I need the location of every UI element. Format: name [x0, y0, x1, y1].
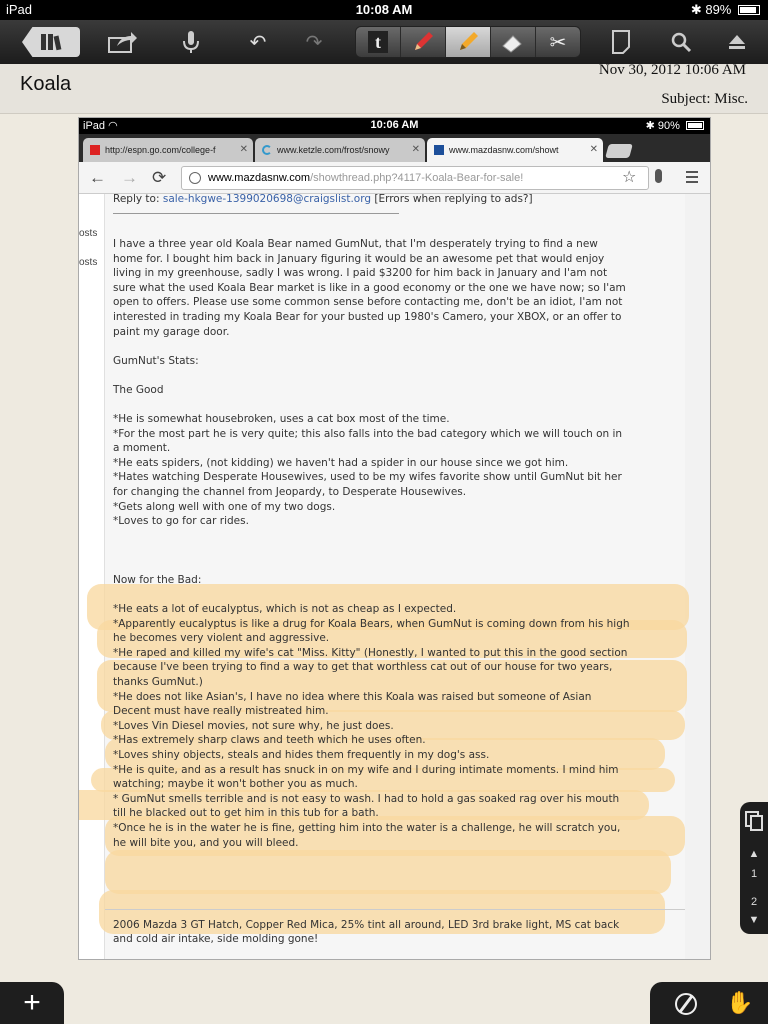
search-button[interactable] — [667, 27, 695, 57]
redo-icon: ↷ — [305, 31, 323, 54]
battery-icon — [738, 5, 760, 15]
books-icon — [38, 32, 64, 52]
close-tab-icon: ✕ — [589, 144, 598, 155]
good-list: *He is somewhat housebroken, uses a cat box most of the time. *For the most part he is very quite; this also falls into the bad category which we will touch on in a moment. *He eats spiders, (not kidding) we haven't had a spider in our house since we got him. *Hates watching Desperate Housewives, used to be my wifes favorite show until GumNut bit her for changing the channel from Jeopardy, to Desperate Housewives. *Gets along well with one of my two dogs. *Loves to go for car rides. — [113, 413, 623, 528]
inner-battery: ✱ 90% — [646, 119, 704, 132]
eject-icon — [728, 33, 746, 51]
scissors-tool-button[interactable] — [536, 27, 580, 57]
tab-ketzle[interactable]: www.ketzle.com/frost/snowy ✕ — [255, 138, 425, 162]
reply-errors-link[interactable]: [Errors when replying to ads?] — [374, 193, 533, 205]
note-header — [0, 64, 768, 114]
library-button[interactable] — [22, 27, 80, 57]
post-signature: 2006 Mazda 3 GT Hatch, Copper Red Mica, 25% tint all around, LED 3rd brake light, MS cat back and cold air intake, side molding gone! — [105, 909, 685, 946]
good-heading: The Good — [113, 384, 164, 396]
page-1-indicator[interactable]: 1 — [750, 868, 758, 880]
forum-page — [79, 194, 710, 960]
redo-button[interactable] — [300, 27, 328, 57]
highlight-stroke — [105, 850, 671, 894]
share-icon — [107, 30, 137, 54]
back-button[interactable]: ← — [89, 168, 106, 187]
new-tab-button[interactable] — [605, 144, 633, 158]
page-navigator — [740, 802, 768, 934]
microphone-button[interactable] — [178, 27, 204, 57]
posts-label: osts — [79, 228, 98, 239]
voice-search-icon[interactable] — [655, 169, 662, 183]
arrow-up-icon: ▲ — [748, 848, 760, 860]
previous-page-button[interactable] — [740, 848, 768, 860]
espn-favicon-icon — [90, 145, 100, 155]
browser-tab-strip — [79, 134, 710, 162]
close-tab-icon: ✕ — [239, 144, 248, 155]
forward-button[interactable]: → — [121, 168, 138, 187]
pen-tool-button[interactable] — [401, 27, 446, 57]
arrow-down-icon: ▼ — [748, 914, 760, 926]
globe-icon — [189, 172, 201, 184]
note-subject[interactable]: Subject: Misc. — [661, 91, 748, 107]
note-date: Nov 30, 2012 10:06 AM — [598, 62, 746, 78]
app-toolbar — [0, 20, 768, 64]
tool-selector — [355, 26, 581, 58]
tab-mazdasnw[interactable]: www.mazdasnw.com/showt ✕ — [427, 138, 603, 162]
divider — [113, 213, 399, 214]
note-title[interactable]: Koala — [20, 73, 72, 95]
input-mode-tools — [650, 982, 768, 1024]
embedded-screenshot[interactable] — [78, 117, 711, 960]
bluetooth-icon: ✱ — [645, 120, 655, 132]
browser-url-bar — [79, 162, 710, 194]
stylus-icon — [672, 990, 700, 1018]
stats-heading: GumNut's Stats: — [113, 355, 199, 367]
highlighter-icon — [456, 30, 480, 54]
scissors-icon: ✂ — [549, 31, 567, 54]
tab-espn[interactable]: http://espn.go.com/college-f ✕ — [83, 138, 253, 162]
text-tool-button[interactable] — [356, 27, 401, 57]
inner-clock: 10:06 AM — [370, 119, 419, 131]
posts-label: osts — [79, 257, 98, 268]
bluetooth-icon: ✱ — [690, 2, 702, 17]
mazdasnw-favicon-icon — [434, 145, 444, 155]
wifi-icon: ◠ — [108, 120, 118, 132]
inner-status-bar — [79, 118, 710, 134]
page-button[interactable] — [608, 27, 634, 57]
eject-button[interactable] — [724, 27, 750, 57]
undo-icon: ↶ — [249, 31, 267, 54]
loading-spinner-icon — [262, 145, 272, 155]
browser-menu-icon[interactable] — [686, 171, 698, 186]
device-status-bar — [0, 0, 768, 20]
text-tool-icon: t — [368, 31, 388, 53]
stylus-button[interactable] — [672, 990, 700, 1024]
reply-to-line: Reply to: sale-hkgwe-1399020698@craigslist.org [Errors when replying to ads?] — [113, 193, 533, 205]
hand-button[interactable] — [726, 990, 753, 1016]
eraser-icon — [501, 30, 525, 54]
inner-device-name: iPad ◠ — [83, 120, 118, 132]
highlighter-tool-button[interactable] — [446, 27, 491, 57]
hand-icon: ✋ — [726, 990, 754, 1015]
next-page-button[interactable] — [740, 914, 768, 926]
undo-button[interactable] — [244, 27, 272, 57]
copy-pages-button[interactable] — [740, 810, 768, 835]
clock: 10:08 AM — [355, 2, 413, 17]
add-button[interactable] — [0, 982, 64, 1024]
intro-paragraph: I have a three year old Koala Bear named GumNut, that I'm desperately trying to find a new home for. I bought him back in January figuring it would be an awesome pet that would enjoy living in my greenhouse, sadly I was wrong. I paid $3200 for him back in January and I'am not sure what the used Koala Bear market is like in a good economy or the one we have now; so I'am open to offers. Please use some common sense before contacting me, don't be an idiot, I'am not interested in trading my Koala Bear for your busted up 1980's Camero, your XBOX, or an offer to paint my garage door. — [113, 238, 626, 338]
bad-heading: Now for the Bad: — [113, 574, 202, 586]
device-name: iPad — [6, 2, 33, 17]
eraser-tool-button[interactable] — [491, 27, 536, 57]
copy-pages-icon — [744, 810, 764, 832]
plus-icon: + — [23, 986, 41, 1019]
close-tab-icon: ✕ — [411, 144, 420, 155]
bookmark-star-icon[interactable]: ☆ — [622, 169, 637, 186]
battery-icon — [686, 121, 704, 130]
pencil-icon — [411, 30, 435, 54]
reply-email-link[interactable]: sale-hkgwe-1399020698@craigslist.org — [162, 193, 372, 205]
address-field[interactable]: www.mazdasnw.com/showthread.php?4117-Koala-Bear-for-sale! — [181, 166, 649, 190]
page-icon — [611, 29, 631, 55]
page-2-indicator[interactable]: 2 — [750, 896, 758, 908]
bad-list: *He eats a lot of eucalyptus, which is not as cheap as I expected. *Apparently eucalyptus is like a drug for Koala Bears, when GumNut is coming down from his high he becomes very violent and aggressive. *He raped and killed my wife's cat "Miss. Kitty" (Honestly, I wanted to put this in the good section because I've been trying to find a way to get that worthless cat out of our house for two years, thanks GumNut.) *He does not like Asian's, I have no idea where this Koala was raised but someone of Asian Decent must have really mistreated him. *Loves Vin Diesel movies, not sure why, he just does. *Has extremely sharp claws and teeth which he uses often. *Loves shiny objects, steals and hides them frequently in my dog's ass. *He is quite, and as a result has snuck in on my wife and I during intimate moments. I mind him watching; maybe it won't bother you as much. * GumNut smells terrible and is not easy to wash. I had to hold a gas soaked rag over his mouth till he blacked out to get him in this tub for a bath. *Once he is in the water he is fine, getting him into the water is a challenge, he will scratch you, he will bite you, and you will bleed. — [113, 603, 630, 849]
user-info-column — [79, 194, 105, 960]
microphone-icon — [181, 29, 201, 55]
share-button[interactable] — [104, 27, 140, 57]
reload-button[interactable]: ⟳ — [152, 168, 167, 187]
search-icon — [670, 31, 692, 53]
battery-indicator: ✱ 89% — [691, 2, 760, 18]
